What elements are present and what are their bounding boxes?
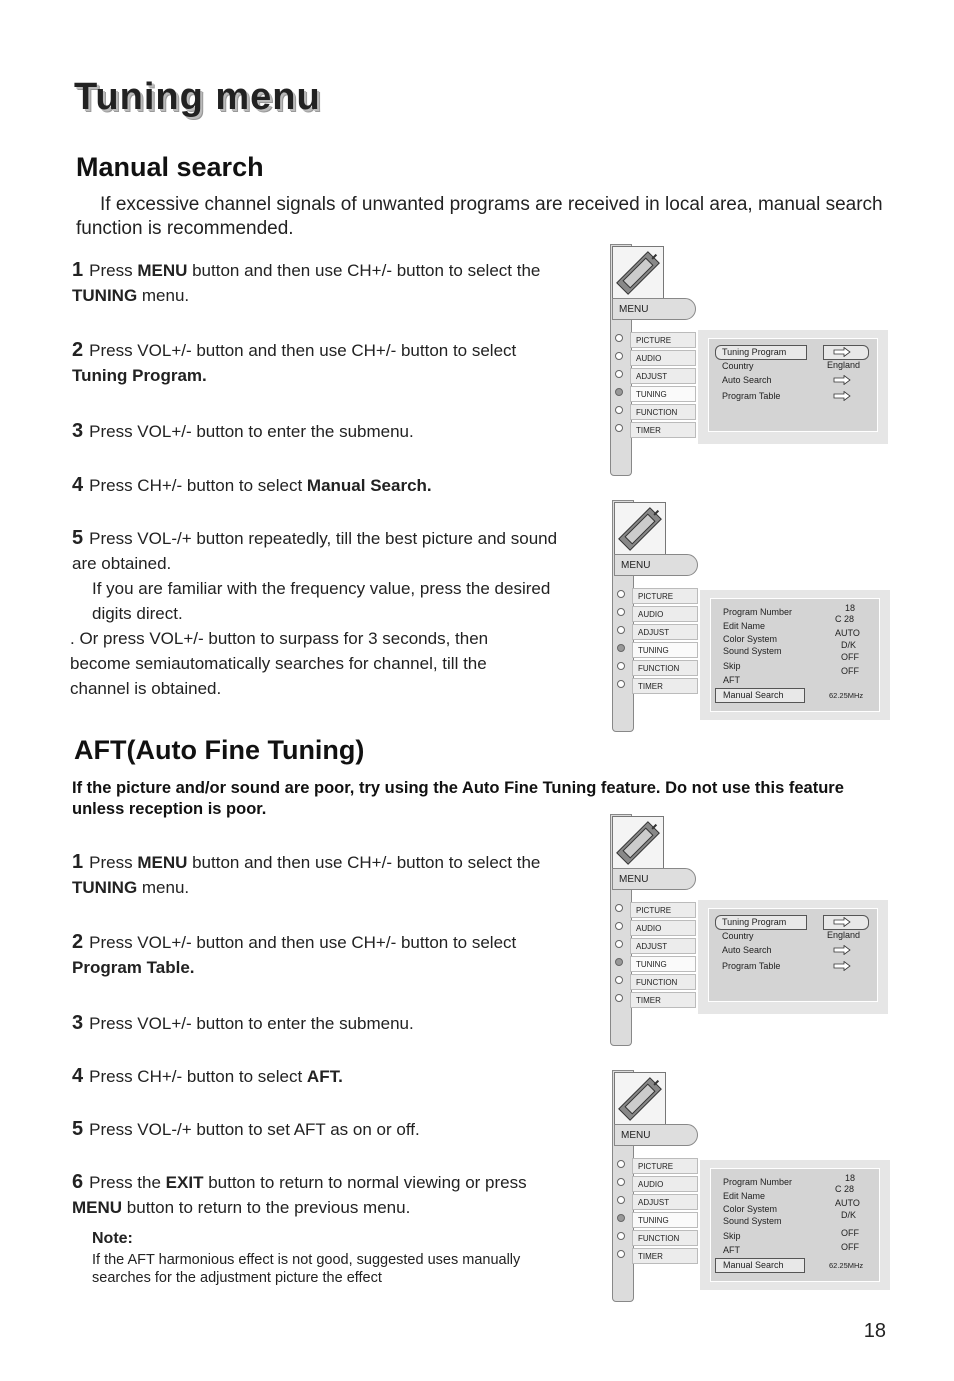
aft-step-2: 2 Press VOL+/- button and then use CH+/- button to select Program Table. [72, 931, 517, 977]
tv-logo-icon [612, 816, 664, 870]
menu-item-tuning[interactable]: TUNING [632, 642, 698, 658]
menu-item-audio[interactable]: AUDIO [632, 1176, 698, 1192]
tv-menu-manual-2: MENU PICTURE AUDIO ADJUST TUNING FUNCTION TIMER Program Number 18 Edit Name C 28 Color System AUTO Sound System D/K Skip OFF AFT OFF Manual Search 62.25MHz [612, 1070, 892, 1300]
aft-warning: If the picture and/or sound are poor, try using the Auto Fine Tuning feature. Do not use this feature unless reception is poor. [72, 779, 844, 818]
manual-search-heading: Manual search [76, 152, 264, 182]
aft-heading: AFT(Auto Fine Tuning) [74, 735, 365, 765]
aft-step-6: 6 Press the EXIT button to return to normal viewing or press MENU button to return to the previous menu. [72, 1171, 527, 1217]
tv-menu-tuning-2: MENU PICTURE AUDIO ADJUST TUNING FUNCTION TIMER Tuning Program Country England Auto Search Program Table [610, 814, 890, 1044]
note-body: If the AFT harmonious effect is not good, suggested uses manually searches for the adjustment picture the effect [92, 1252, 521, 1286]
arrow-right-icon [833, 917, 851, 927]
menu-item-function[interactable]: FUNCTION [632, 660, 698, 676]
menu-item-tuning[interactable]: TUNING [630, 386, 696, 402]
menu-label: MENU [614, 1124, 698, 1146]
menu-item-tuning[interactable]: TUNING [632, 1212, 698, 1228]
menu-item-adjust[interactable]: ADJUST [632, 624, 698, 640]
manual-step-1: 1 Press MENU button and then use CH+/- button to select the TUNING menu. [72, 259, 541, 305]
page-title: Tuning menu [74, 76, 321, 118]
menu-item-timer[interactable]: TIMER [630, 422, 696, 438]
menu-item-adjust[interactable]: ADJUST [630, 938, 696, 954]
menu-item-picture[interactable]: PICTURE [630, 332, 696, 348]
aft-step-1: 1 Press MENU button and then use CH+/- button to select the TUNING menu. [72, 851, 541, 897]
manual-step-3: 3 Press VOL+/- button to enter the submenu. [72, 420, 414, 442]
manual-step-2: 2 Press VOL+/- button and then use CH+/- button to select Tuning Program. [72, 339, 517, 385]
menu-item-audio[interactable]: AUDIO [630, 920, 696, 936]
menu-item-picture[interactable]: PICTURE [632, 588, 698, 604]
menu-item-timer[interactable]: TIMER [630, 992, 696, 1008]
menu-label: MENU [614, 554, 698, 576]
menu-item-picture[interactable]: PICTURE [630, 902, 696, 918]
menu-item-picture[interactable]: PICTURE [632, 1158, 698, 1174]
menu-item-tuning[interactable]: TUNING [630, 956, 696, 972]
menu-item-audio[interactable]: AUDIO [632, 606, 698, 622]
menu-item-function[interactable]: FUNCTION [632, 1230, 698, 1246]
tv-menu-tuning-1: MENU PICTURE AUDIO ADJUST TUNING FUNCTION TIMER Tuning Program Country England Auto Search Program Table [610, 244, 890, 474]
note-title: Note: [92, 1230, 133, 1247]
arrow-right-icon [833, 347, 851, 357]
manual-step-5: 5 Press VOL-/+ button repeatedly, till the best picture and sound are obtained. If you are familiar with the frequency value, press the desired digits direct. . Or press VOL+/- button to surpass for 3 seconds, then become semiautomatically searches for channel, till the channel is obtained. [70, 527, 558, 698]
arrow-right-icon [833, 391, 851, 401]
arrow-right-icon [833, 945, 851, 955]
manual-search-intro: If excessive channel signals of unwanted programs are received in local area, manual search function is recommended. [76, 194, 883, 239]
arrow-right-icon [833, 961, 851, 971]
menu-label: MENU [612, 298, 696, 320]
menu-item-audio[interactable]: AUDIO [630, 350, 696, 366]
menu-item-adjust[interactable]: ADJUST [632, 1194, 698, 1210]
tv-logo-icon [612, 246, 664, 300]
tv-logo-icon [614, 502, 666, 556]
manual-step-4: 4 Press CH+/- button to select Manual Search. [72, 474, 432, 496]
aft-step-5: 5 Press VOL-/+ button to set AFT as on or off. [72, 1118, 420, 1140]
menu-item-adjust[interactable]: ADJUST [630, 368, 696, 384]
menu-item-function[interactable]: FUNCTION [630, 404, 696, 420]
arrow-right-icon [833, 375, 851, 385]
page-number: 18 [863, 1320, 886, 1342]
tv-logo-icon [614, 1072, 666, 1126]
menu-label: MENU [612, 868, 696, 890]
menu-item-timer[interactable]: TIMER [632, 678, 698, 694]
menu-item-function[interactable]: FUNCTION [630, 974, 696, 990]
tv-menu-manual-1: MENU PICTURE AUDIO ADJUST TUNING FUNCTION TIMER Program Number 18 Edit Name C 28 Color System AUTO Sound System D/K Skip OFF AFT OFF Manual Search 62.25MHz [612, 500, 892, 730]
aft-step-3: 3 Press VOL+/- button to enter the submenu. [72, 1012, 414, 1034]
aft-step-4: 4 Press CH+/- button to select AFT. [72, 1065, 343, 1087]
menu-item-timer[interactable]: TIMER [632, 1248, 698, 1264]
